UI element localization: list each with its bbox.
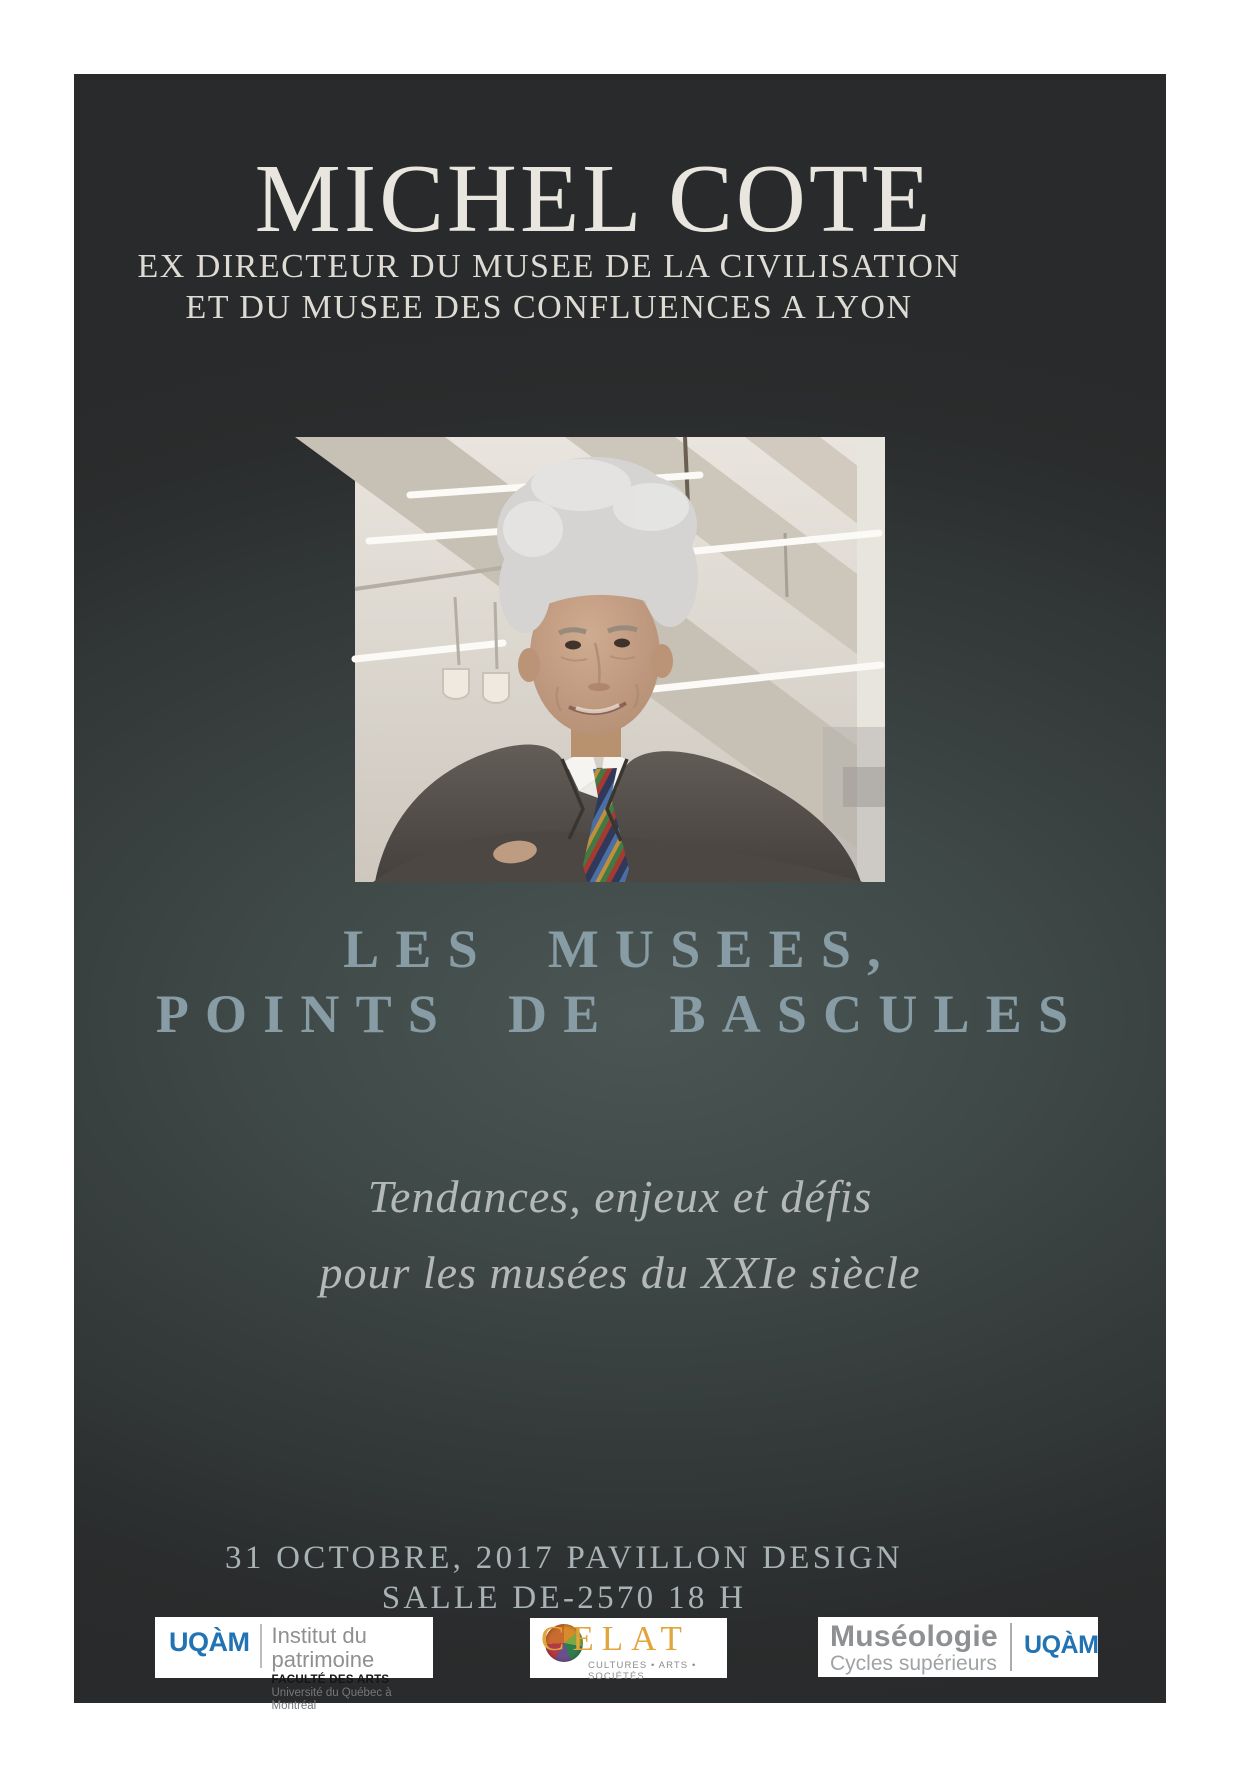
museologie-wordmark: Muséologie [830,1620,999,1653]
speaker-subtitle [74,246,1024,328]
subtitle-line-1: EX DIRECTEUR DU MUSEE DE LA CIVILISATION [137,248,961,285]
event-details [74,1538,1054,1618]
institute-name: Institut du patrimoine [271,1623,375,1672]
uqam-wordmark: UQÀM [1024,1631,1099,1659]
celat-tagline: CULTURES • ARTS • SOCIÉTÉS [588,1660,697,1682]
tagline-line-1: Tendances, enjeux et défis [367,1171,873,1222]
celat-wordmark: CELAT [541,1619,690,1658]
divider [260,1624,262,1668]
divider [1010,1623,1012,1671]
lecture-title [74,917,1166,1047]
event-date-location: 31 OCTOBRE, 2017 PAVILLON DESIGN [225,1540,903,1576]
speaker-name-title: MICHEL COTE [254,145,934,252]
subtitle-line-2: ET DU MUSEE DES CONFLUENCES A LYON [185,289,913,326]
logo-celat [530,1618,727,1682]
tagline-line-2: pour les musées du XXIe siècle [319,1247,921,1298]
uqam-wordmark: UQÀM [169,1627,250,1657]
logo-museologie-uqam [818,1617,1098,1677]
university-name: Université du Québec à Montréal [271,1687,392,1712]
lecture-poster [74,74,1166,1712]
lecture-title-line-2: POINTS DE BASCULES [155,984,1085,1044]
museologie-subtitle: Cycles supérieurs [830,1652,997,1675]
faculty-name: FACULTÉ DES ARTS [271,1674,390,1686]
lecture-title-line-1: LES MUSEES, [343,919,897,979]
speaker-photo-illustration [355,437,885,882]
event-room-time: SALLE DE-2570 18 H [381,1580,747,1616]
logo-uqam-institut-patrimoine [155,1617,433,1712]
speaker-photo [355,437,885,882]
lecture-tagline [74,1159,1166,1311]
